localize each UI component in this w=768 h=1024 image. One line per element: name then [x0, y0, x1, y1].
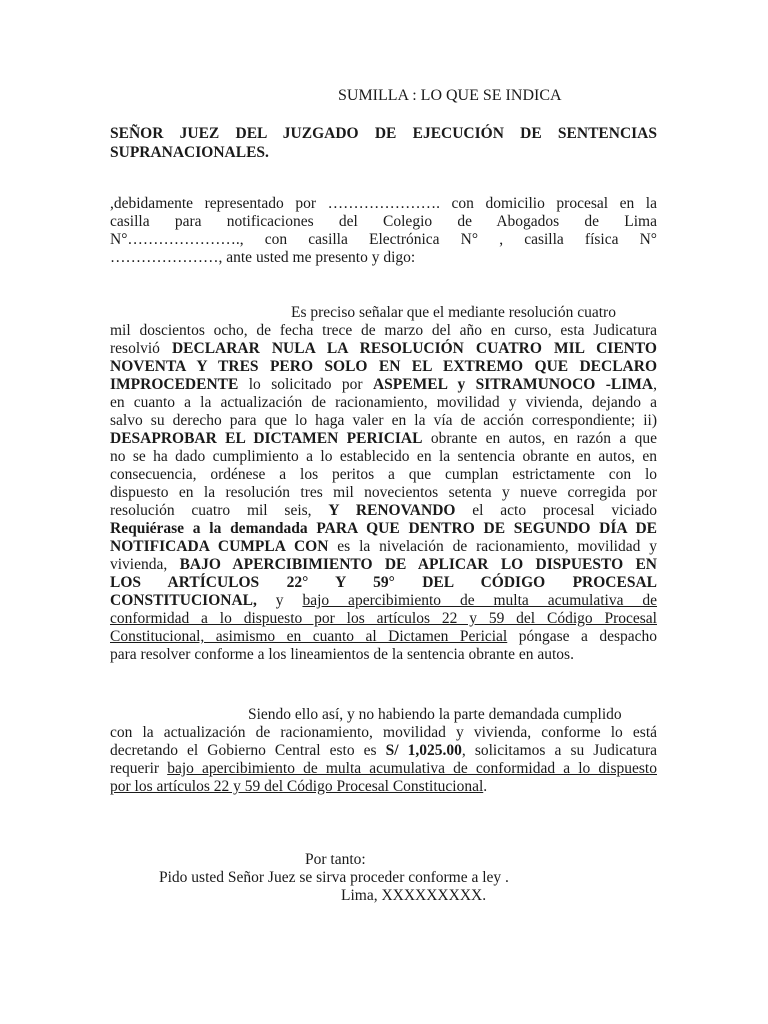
- court-heading: [110, 124, 657, 162]
- p2-line-1: Siendo ello así, y no habiendo la parte demandada cumplido: [248, 706, 622, 723]
- p1-line-8: DESAPROBAR EL DICTAMEN PERICIAL obrante en autos, en razón a que: [110, 430, 657, 447]
- p2-line-4: requerir bajo apercibimiento de multa acumulativa de conformidad a lo dispuesto: [110, 760, 657, 777]
- p1-line-2: mil doscientos ocho, de fecha trece de marzo del año en curso, esta Judicatura: [110, 322, 657, 339]
- p1-line-1: Es preciso señalar que el mediante resolución cuatro: [291, 304, 616, 321]
- p1-line-11: dispuesto en la resolución tres mil novecientos setenta y nueve corregida por: [110, 484, 657, 501]
- p1-line-18: conformidad a lo dispuesto por los artículos 22 y 59 del Código Procesal: [110, 610, 657, 627]
- intro-line-4: …………………, ante usted me presento y digo:: [110, 249, 416, 266]
- p1-line-17: CONSTITUCIONAL, y bajo apercibimiento de multa acumulativa de: [110, 592, 658, 609]
- p1-line-10: consecuencia, ordénese a los peritos a que cumplan estrictamente con lo: [110, 466, 657, 483]
- p2-line-2: con la actualización de racionamiento, movilidad y vivienda, conforme lo está: [110, 724, 657, 741]
- closing-place-date: Lima, XXXXXXXXX.: [341, 887, 487, 904]
- closing-request: Pido usted Señor Juez se sirva proceder conforme a ley .: [159, 869, 509, 886]
- intro-line-2: casilla para notificaciones del Colegio de Abogados de Lima: [110, 213, 657, 230]
- p1-line-13: Requiérase a la demandada PARA QUE DENTRO DE SEGUNDO DÍA DE: [110, 520, 657, 537]
- p1-line-14: NOTIFICADA CUMPLA CON es la nivelación de racionamiento, movilidad y: [110, 538, 657, 555]
- p2-line-3: decretando el Gobierno Central esto es S/ 1,025.00, solicitamos a su Judicatura: [110, 742, 657, 759]
- p1-line-5: IMPROCEDENTE lo solicitado por ASPEMEL y SITRAMUNOCO -LIMA,: [110, 376, 657, 393]
- p1-line-7: salvo su derecho para que lo haga valer en la vía de acción correspondiente; ii): [110, 412, 657, 429]
- p1-line-20: para resolver conforme a los lineamientos de la sentencia obrante en autos.: [110, 646, 574, 663]
- court-heading-line-2: SUPRANACIONALES.: [110, 144, 269, 161]
- p2-line-5: por los artículos 22 y 59 del Código Procesal Constitucional.: [110, 778, 488, 795]
- p1-line-6: en cuanto a la actualización de racionamiento, movilidad y vivienda, dejando a: [110, 394, 657, 411]
- p1-line-12: resolución cuatro mil seis, Y RENOVANDO el acto procesal viciado: [110, 502, 658, 519]
- p1-line-9: no se ha dado cumplimiento a lo establecido en la sentencia obrante en autos, en: [110, 448, 657, 465]
- court-heading-line-1: SEÑOR JUEZ DEL JUZGADO DE EJECUCIÓN DE SENTENCIAS: [110, 125, 657, 142]
- p1-line-16: LOS ARTÍCULOS 22° Y 59° DEL CÓDIGO PROCESAL: [110, 574, 657, 591]
- p1-line-15: vivienda, BAJO APERCIBIMIENTO DE APLICAR LO DISPUESTO EN: [110, 556, 657, 573]
- closing-por-tanto: Por tanto:: [305, 851, 366, 868]
- sumilla-line: SUMILLA : LO QUE SE INDICA: [338, 87, 562, 104]
- p1-line-4: NOVENTA Y TRES PERO SOLO EN EL EXTREMO QUE DECLARO: [110, 358, 657, 375]
- intro-line-1: ,debidamente representado por …………………. con domicilio procesal en la: [110, 195, 657, 212]
- intro-line-3: N°…………………., con casilla Electrónica N° , casilla física N°: [110, 231, 657, 248]
- p1-line-19: Constitucional, asimismo en cuanto al Dictamen Pericial póngase a despacho: [110, 628, 657, 645]
- p1-line-3: resolvió DECLARAR NULA LA RESOLUCIÓN CUATRO MIL CIENTO: [110, 340, 657, 357]
